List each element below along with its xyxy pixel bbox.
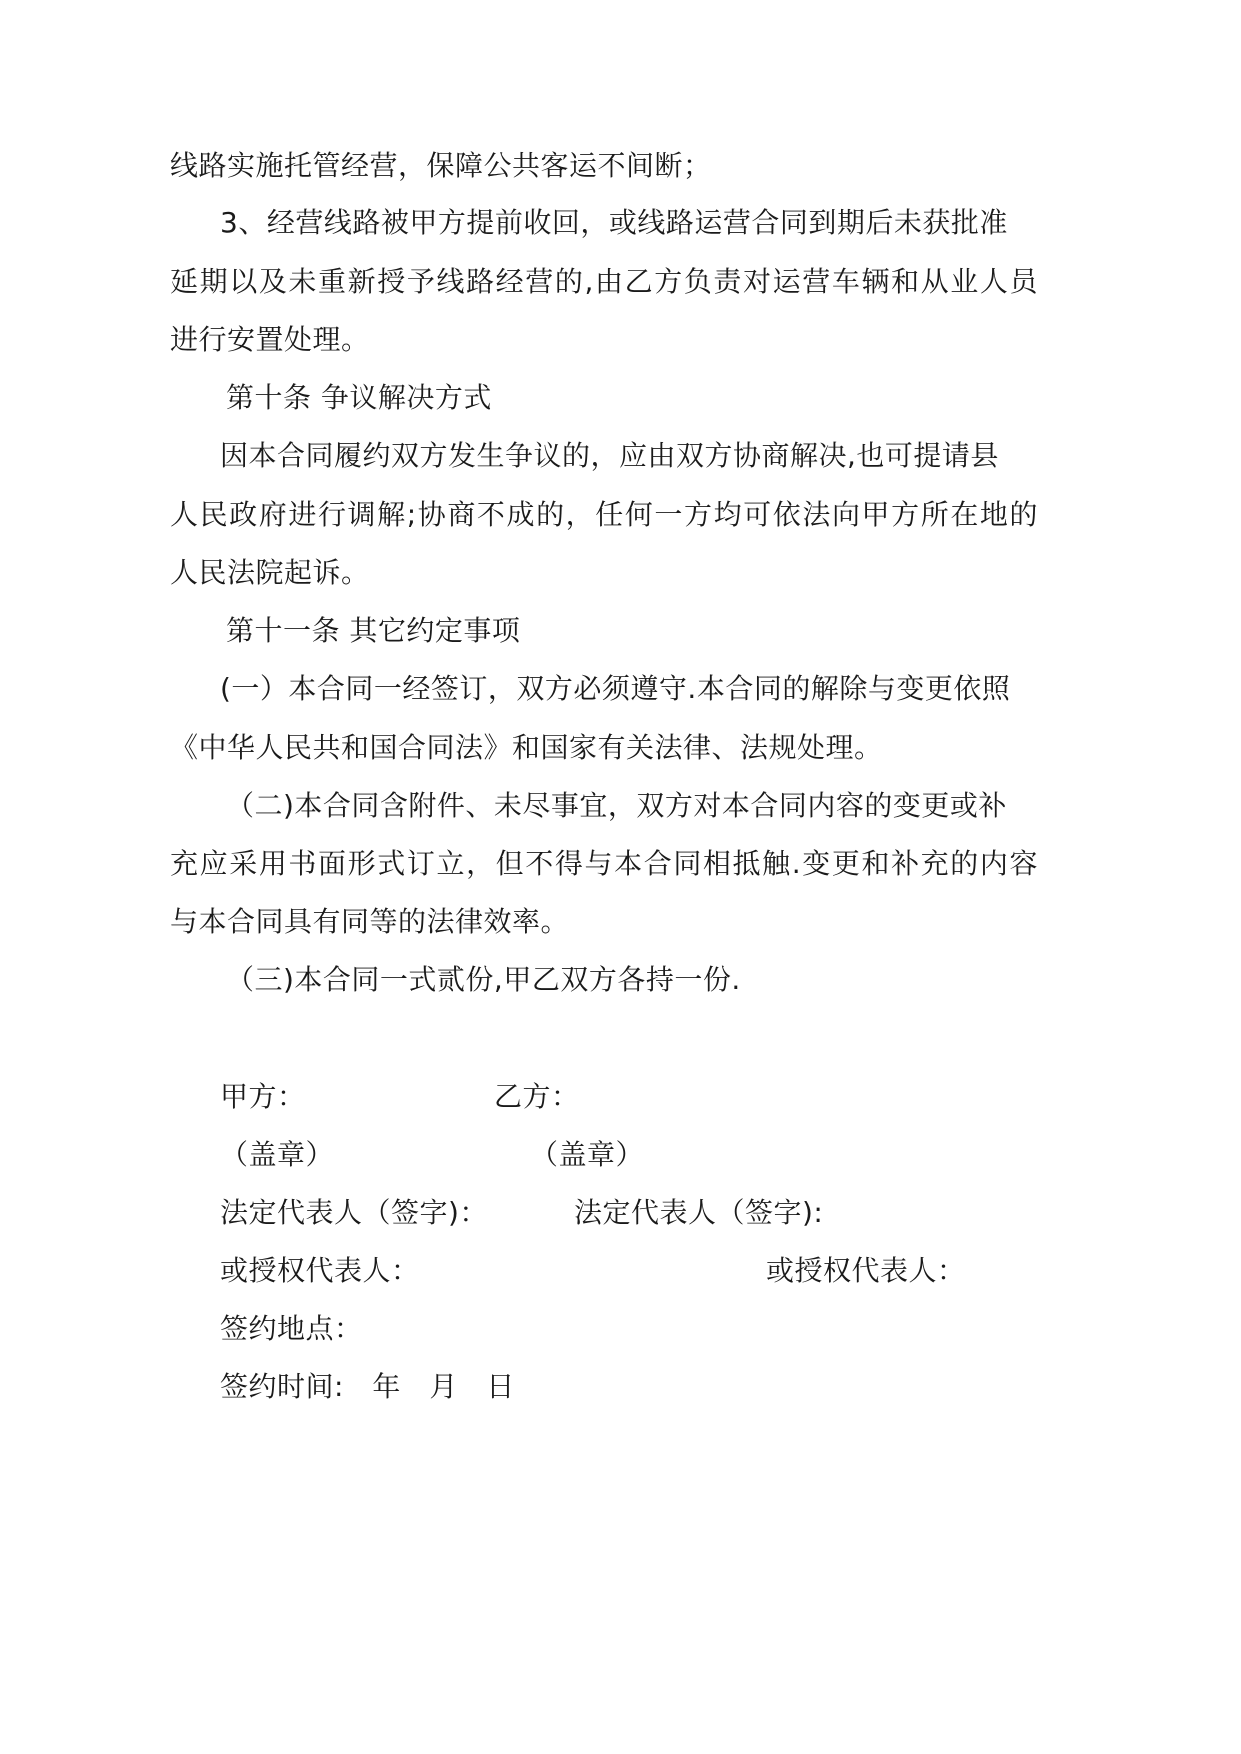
paragraph-line: 充应采用书面形式订立，但不得与本合同相抵触.变更和补充的内容 [170, 847, 1038, 880]
party-a-legal-rep: 法定代表人（签字)： [220, 1196, 488, 1229]
paragraph-line: 延期以及未重新授予线路经营的,由乙方负责对运营车辆和从业人员 [170, 265, 1038, 298]
signing-time: 签约时间: 年 月 日 [220, 1370, 515, 1403]
paragraph-line: 人民法院起诉。 [170, 556, 370, 589]
paragraph-line: 人民政府进行调解;协商不成的，任何一方均可依法向甲方所在地的 [170, 498, 1038, 531]
paragraph-line: (一）本合同一经签订，双方必须遵守.本合同的解除与变更依照 [220, 672, 1011, 705]
article-11-heading: 第十一条 其它约定事项 [226, 614, 521, 647]
paragraph-line: 3、经营线路被甲方提前收回，或线路运营合同到期后未获批准 [220, 206, 1008, 239]
party-a-seal: （盖章） [220, 1138, 335, 1171]
paragraph-line: 《中华人民共和国合同法》和国家有关法律、法规处理。 [170, 731, 883, 764]
paragraph-line: 与本合同具有同等的法律效率。 [170, 905, 570, 938]
party-b-authorized-rep: 或授权代表人： [766, 1254, 966, 1287]
signing-place: 签约地点： [220, 1312, 363, 1345]
party-b-legal-rep: 法定代表人（签字): [574, 1196, 824, 1229]
paragraph-line: 因本合同履约双方发生争议的，应由双方协商解决,也可提请县 [220, 439, 999, 472]
party-b-seal: （盖章） [530, 1138, 645, 1171]
party-a-label: 甲方： [220, 1080, 306, 1113]
party-b-label: 乙方： [494, 1080, 580, 1113]
paragraph-line: （三)本合同一式贰份,甲乙双方各持一份. [226, 963, 741, 996]
paragraph-line: 进行安置处理。 [170, 323, 370, 356]
article-10-heading: 第十条 争议解决方式 [226, 381, 492, 414]
paragraph-line: 线路实施托管经营，保障公共客运不间断； [170, 149, 712, 182]
paragraph-line: （二)本合同含附件、未尽事宜，双方对本合同内容的变更或补 [226, 789, 1007, 822]
party-a-authorized-rep: 或授权代表人： [220, 1254, 420, 1287]
